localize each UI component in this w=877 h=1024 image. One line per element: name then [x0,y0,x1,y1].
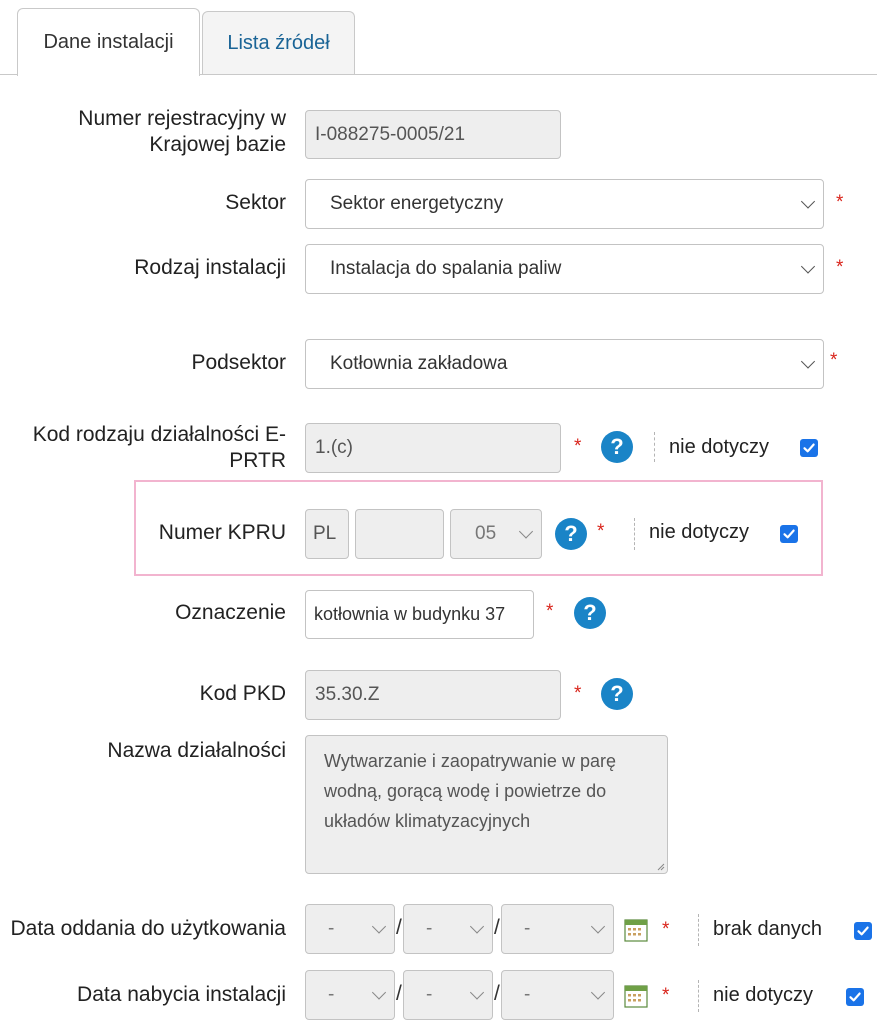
checkbox-checked-icon [802,441,816,455]
acquisition-month-value: - [426,984,433,1005]
tab-label: Lista źródeł [227,31,330,54]
subsector-label: Podsektor [191,351,286,374]
kpru-prefix-value: PL [313,523,337,544]
chevron-down-icon [470,985,484,999]
required-marker: * [836,257,844,278]
required-marker: * [662,919,670,940]
help-icon[interactable] [574,597,606,629]
commission-day-value: - [328,918,335,939]
chevron-down-icon [470,919,484,933]
kpru-na-checkbox[interactable] [780,525,798,543]
pkd-field [305,670,561,720]
help-glyph: ? [610,434,624,459]
eprtr-na-label: nie dotyczy [669,436,770,458]
chevron-down-icon [801,194,815,208]
resize-handle-icon[interactable] [655,861,665,871]
registration-label [40,106,286,158]
tab-label: Dane instalacji [43,31,174,53]
acquisition-date-label: Data nabycia instalacji [77,983,286,1006]
date-separator: / [396,916,402,939]
calendar-icon[interactable] [624,984,648,1008]
commission-na-checkbox[interactable] [854,922,872,940]
commission-year-value: - [524,918,531,939]
separator [698,914,699,946]
chevron-down-icon [372,985,386,999]
registration-field [305,110,561,159]
eprtr-label-line2: PRTR [229,449,286,472]
designation-label: Oznaczenie [175,601,286,624]
eprtr-field [305,423,561,473]
pkd-label: Kod PKD [199,682,286,705]
installation-type-value: Instalacja do spalania paliw [330,258,562,279]
acquisition-day-select[interactable] [305,970,395,1020]
kpru-number-field [355,509,444,559]
eprtr-label [10,422,286,474]
help-icon[interactable] [601,431,633,463]
subsector-select[interactable] [305,339,824,389]
help-glyph: ? [610,681,624,706]
activity-name-label: Nazwa działalności [107,739,286,762]
chevron-down-icon [591,919,605,933]
required-marker: * [574,436,582,457]
kpru-na-label: nie dotyczy [649,521,750,543]
registration-label-line2: Krajowej bazie [149,133,286,156]
commission-month-select[interactable] [403,904,493,954]
installation-type-select[interactable] [305,244,824,294]
kpru-prefix-field [305,509,349,559]
activity-name-textarea[interactable] [305,735,668,874]
commission-date-label: Data oddania do użytkowania [10,917,286,940]
acquisition-na-label: nie dotyczy [713,984,814,1006]
chevron-down-icon [519,524,533,538]
separator [634,518,635,550]
required-marker: * [662,985,670,1006]
required-marker: * [546,601,554,622]
acquisition-day-value: - [328,984,335,1005]
date-separator: / [494,982,500,1005]
chevron-down-icon [591,985,605,999]
separator [698,980,699,1012]
kpru-select[interactable] [450,509,542,559]
help-icon[interactable] [601,678,633,710]
kpru-select-value: 05 [475,523,497,544]
chevron-down-icon [372,919,386,933]
activity-name-value: Wytwarzanie i zaopatrywanie w parę wodną, gorącą wodę i powietrze do układów klimatyzacyjnych [324,751,616,831]
designation-value: kotłownia w budynku 37 [314,604,506,624]
help-glyph: ? [564,521,578,546]
chevron-down-icon [801,259,815,273]
checkbox-checked-icon [848,990,862,1004]
date-separator: / [396,982,402,1005]
installation-type-label: Rodzaj instalacji [134,256,286,279]
kpru-label: Numer KPRU [158,521,286,544]
acquisition-year-value: - [524,984,531,1005]
checkbox-checked-icon [782,527,796,541]
tab-dane-instalacji[interactable] [17,8,200,76]
commission-month-value: - [426,918,433,939]
calendar-icon[interactable] [624,918,648,942]
required-marker: * [574,683,582,704]
eprtr-label-line1: Kod rodzaju działalności E- [32,423,286,446]
registration-value: I-088275-0005/21 [315,123,466,145]
commission-year-select[interactable] [501,904,614,954]
tab-lista-zrodel[interactable] [202,11,355,74]
acquisition-year-select[interactable] [501,970,614,1020]
designation-input[interactable] [305,590,534,639]
sector-select[interactable] [305,179,824,229]
help-icon[interactable] [555,518,587,550]
commission-na-label: brak danych [713,918,822,940]
eprtr-value: 1.(c) [315,437,353,458]
sector-label: Sektor [225,191,286,214]
pkd-value: 35.30.Z [315,684,380,705]
subsector-value: Kotłownia zakładowa [330,353,508,374]
registration-label-line1: Numer rejestracyjny w [78,107,286,130]
acquisition-na-checkbox[interactable] [846,988,864,1006]
required-marker: * [830,350,838,371]
separator [654,432,655,462]
checkbox-checked-icon [856,924,870,938]
eprtr-na-checkbox[interactable] [800,439,818,457]
chevron-down-icon [801,354,815,368]
required-marker: * [597,521,605,542]
help-glyph: ? [583,600,597,625]
date-separator: / [494,916,500,939]
required-marker: * [836,192,844,213]
sector-value: Sektor energetyczny [330,193,504,214]
commission-day-select[interactable] [305,904,395,954]
acquisition-month-select[interactable] [403,970,493,1020]
